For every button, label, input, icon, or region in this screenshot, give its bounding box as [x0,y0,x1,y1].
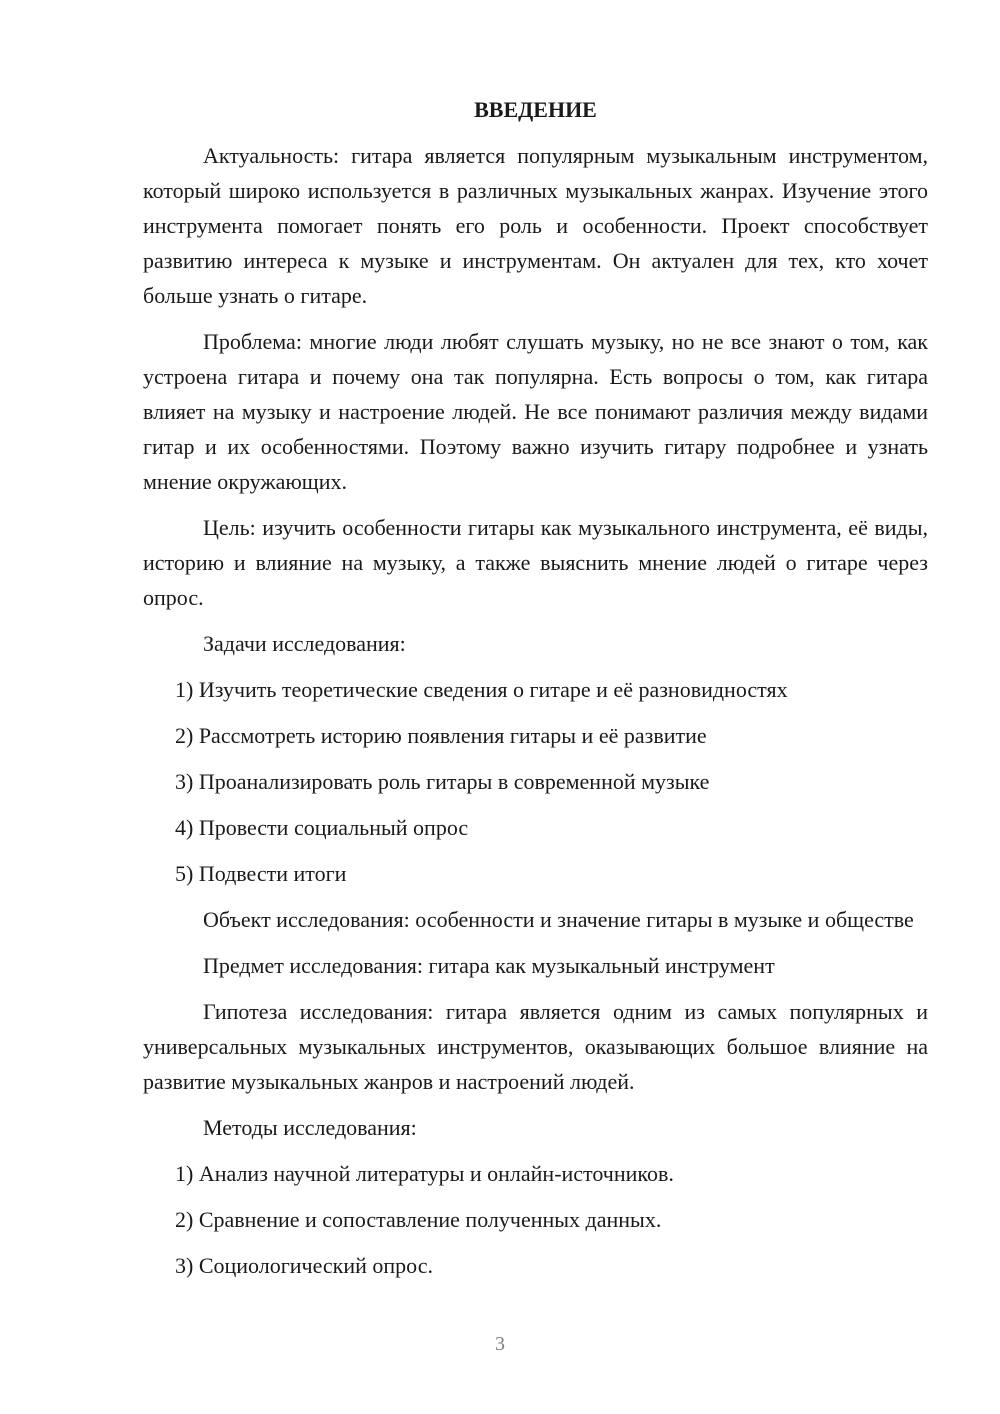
task-item: 2) Рассмотреть историю появления гитары и её развитие [175,723,707,748]
page-number: 3 [495,1333,505,1355]
task-item: 4) Провести социальный опрос [175,815,469,840]
relevance-paragraph: Актуальность: гитара является популярным музыкальным инструментом, который широко используется в различных музыкальных жанрах. Изучение этого инструмента помогает понять его роль и особенности. Проект способствует развитию интереса к музыке и инструментам. Он актуален для тех, кто хочет больше узнать о гитаре. [143,143,928,308]
methods-list [143,1156,928,1283]
document-page [143,92,928,1294]
tasks-label: Задачи исследования: [203,631,406,656]
object-paragraph: Объект исследования: особенности и значение гитары в музыке и обществе [203,907,914,932]
task-item: 5) Подвести итоги [175,861,347,886]
method-item: 1) Анализ научной литературы и онлайн-источников. [175,1161,674,1186]
hypothesis-paragraph: Гипотеза исследования: гитара является одним из самых популярных и универсальных музыкальных инструментов, оказывающих большое влияние на развитие музыкальных жанров и настроений людей. [143,999,928,1094]
page-title: ВВЕДЕНИЕ [474,97,597,122]
method-item: 3) Социологический опрос. [175,1253,433,1278]
problem-paragraph: Проблема: многие люди любят слушать музыку, но не все знают о том, как устроена гитара и почему она так популярна. Есть вопросы о том, как гитара влияет на музыку и настроение людей. Не все понимают различия между видами гитар и их особенностями. Поэтому важно изучить гитару подробнее и узнать мнение окружающих. [143,329,928,494]
task-item: 3) Проанализировать роль гитары в современной музыке [175,769,710,794]
tasks-list [143,672,928,891]
subject-paragraph: Предмет исследования: гитара как музыкальный инструмент [203,953,775,978]
method-item: 2) Сравнение и сопоставление полученных данных. [175,1207,662,1232]
methods-label: Методы исследования: [203,1115,417,1140]
goal-paragraph: Цель: изучить особенности гитары как музыкального инструмента, её виды, историю и влияние на музыку, а также выяснить мнение людей о гитаре через опрос. [143,515,928,610]
task-item: 1) Изучить теоретические сведения о гитаре и её разновидностях [175,677,788,702]
